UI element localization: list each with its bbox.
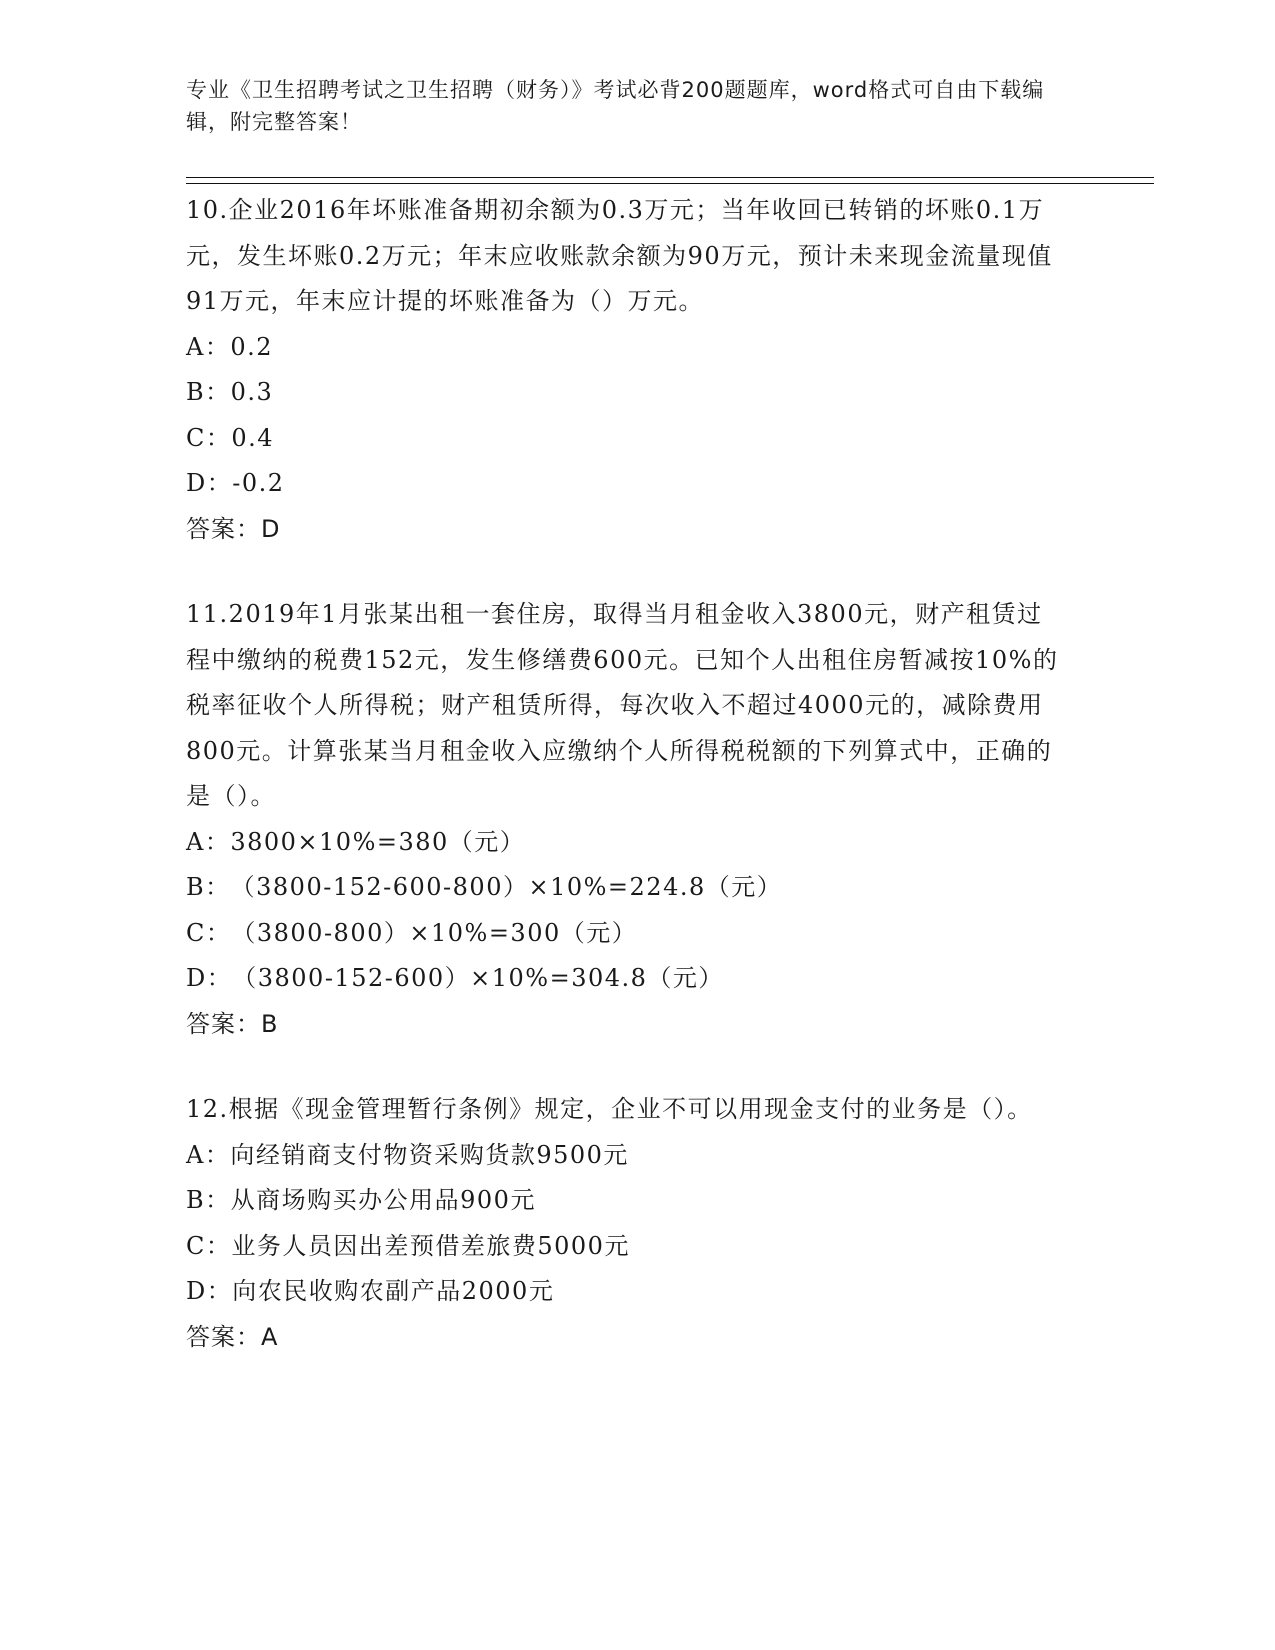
- option-text: 3800×10%=380（元）: [230, 827, 526, 856]
- option-text: 从商场购买办公用品900元: [230, 1186, 536, 1214]
- option-d: [186, 461, 1066, 507]
- answer-line: 答案：A: [186, 1322, 279, 1351]
- option-label: B：: [186, 378, 231, 406]
- option-a: [186, 325, 1066, 371]
- option-text: 业务人员因出差预借差旅费5000元: [231, 1231, 630, 1260]
- option-text: 0.3: [230, 378, 274, 406]
- header-divider-top: [186, 177, 1154, 178]
- option-text: -0.2: [232, 469, 285, 497]
- option-c: [186, 416, 1066, 462]
- question-10: [186, 188, 1066, 552]
- option-label: C：: [186, 423, 232, 452]
- option-text: 0.4: [231, 423, 275, 452]
- option-text: 向农民收购农副产品2000元: [232, 1277, 555, 1305]
- option-b: [186, 865, 1066, 911]
- question-11: [186, 592, 1066, 1047]
- question-stem: 10.企业2016年坏账准备期初余额为0.3万元；当年收回已转销的坏账0.1万元，发生坏账0.2万元；年末应收账款余额为90万元，预计未来现金流量现值91万元，年末应计提的坏账准备为（）万元。: [186, 196, 1053, 315]
- answer-line: 答案：D: [186, 514, 281, 543]
- option-a: [186, 820, 1066, 866]
- option-label: B：: [186, 1186, 231, 1214]
- option-c: [186, 1224, 1066, 1270]
- option-d: [186, 1269, 1066, 1315]
- question-stem: 11.2019年1月张某出租一套住房，取得当月租金收入3800元，财产租赁过程中缴纳的税费152元，发生修缮费600元。已知个人出租住房暂减按10%的税率征收个人所得税；财产租赁所得，每次收入不超过4000元的，减除费用800元。计算张某当月租金收入应缴纳个人所得税税额的下列算式中，正确的是（）。: [186, 600, 1059, 810]
- option-text: 向经销商支付物资采购货款9500元: [230, 1140, 629, 1169]
- header-divider-bottom: [186, 183, 1154, 184]
- option-label: C：: [186, 1231, 232, 1260]
- option-d: [186, 956, 1066, 1002]
- option-text: 0.2: [230, 332, 274, 361]
- option-a: [186, 1133, 1066, 1179]
- option-label: A：: [186, 332, 231, 361]
- option-label: D：: [186, 469, 233, 497]
- option-label: D：: [186, 1277, 233, 1305]
- option-text: （3800-152-600）×10%=304.8（元）: [232, 964, 724, 992]
- option-b: [186, 1178, 1066, 1224]
- document-header: 专业《卫生招聘考试之卫生招聘（财务）》考试必背200题题库，word格式可自由下载编辑，附完整答案！: [186, 78, 1045, 134]
- option-b: [186, 370, 1066, 416]
- question-12: [186, 1087, 1066, 1360]
- option-label: B：: [186, 873, 231, 901]
- option-label: A：: [186, 827, 231, 856]
- answer-line: 答案：B: [186, 1009, 279, 1038]
- question-stem: 12.根据《现金管理暂行条例》规定，企业不可以用现金支付的业务是（）。: [186, 1095, 1033, 1123]
- option-text: （3800-800）×10%=300（元）: [231, 918, 638, 947]
- option-label: C：: [186, 918, 232, 947]
- option-c: [186, 911, 1066, 957]
- option-label: D：: [186, 964, 233, 992]
- option-label: A：: [186, 1140, 231, 1169]
- option-text: （3800-152-600-800）×10%=224.8（元）: [230, 873, 783, 901]
